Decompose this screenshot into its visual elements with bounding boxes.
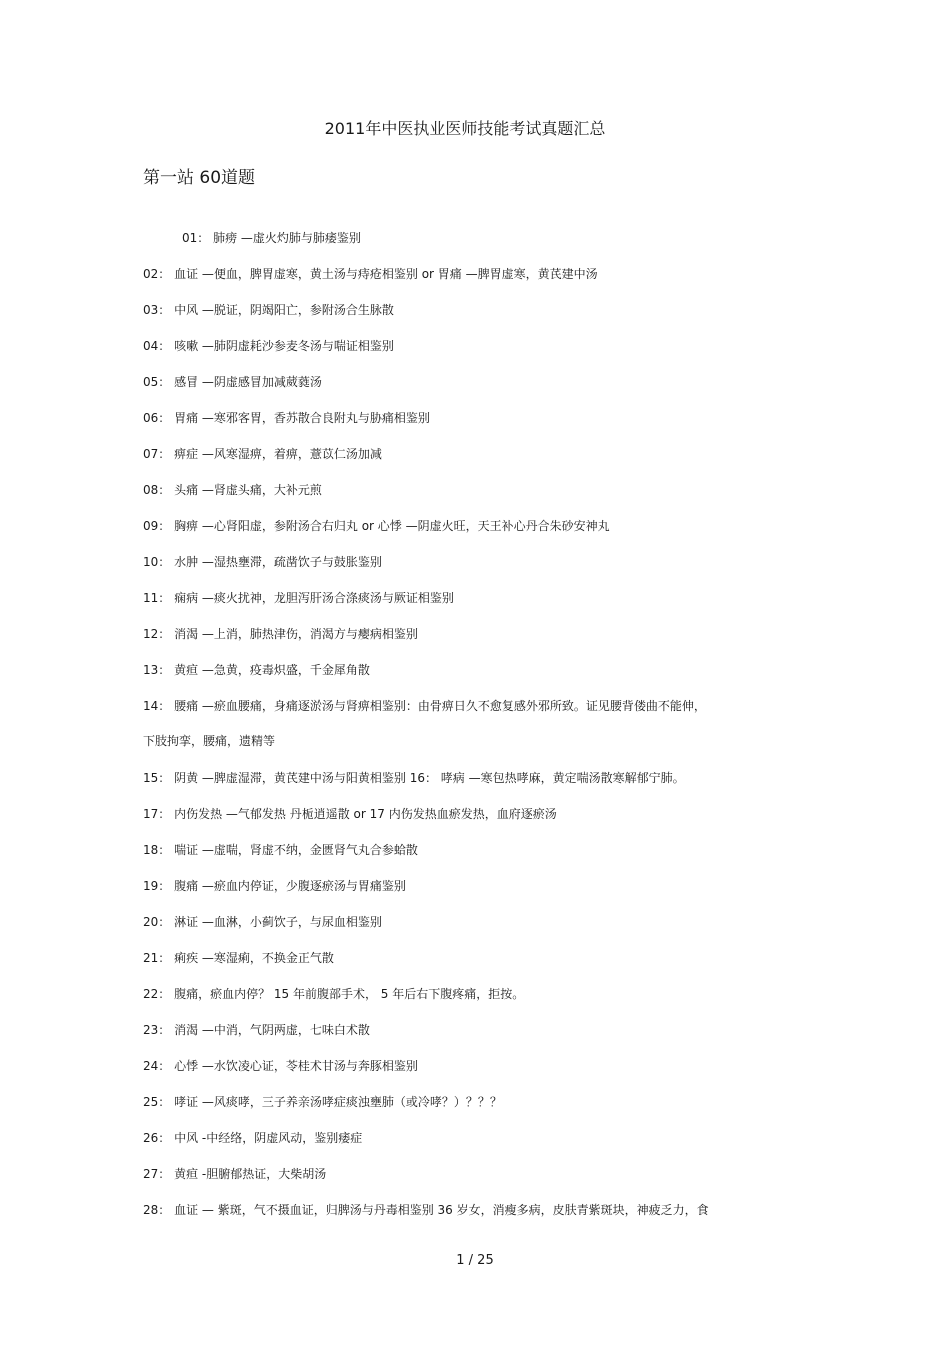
list-item-continuation: 下肢拘挛，腰痛，遗精等 <box>143 734 276 748</box>
entry-list <box>143 229 843 1237</box>
list-item: 28： 血证 — 紫斑，气不摄血证，归脾汤与丹毒相鉴别 36 岁女，消瘦多病，皮肤青紫斑块，神疲乏力，食 <box>143 1203 709 1217</box>
list-item: 15： 阴黄 —脾虚湿滞，黄芪建中汤与阳黄相鉴别 16： 哮病 —寒包热哮麻，黄定喘汤散寒解郁宁肺。 <box>143 771 685 785</box>
list-item: 20： 淋证 —血淋，小蓟饮子，与尿血相鉴别 <box>143 915 382 929</box>
list-item: 06： 胃痛 —寒邪客胃，香苏散合良附丸与胁痛相鉴别 <box>143 411 430 425</box>
list-item: 25： 哮证 —风痰哮，三子养亲汤哮症痰浊壅肺（或冷哮？）？？？ <box>143 1095 502 1109</box>
list-item: 26： 中风 -中经络，阴虚风动，鉴别痿症 <box>143 1131 363 1145</box>
list-item: 21： 痢疾 —寒湿痢，不换金正气散 <box>143 951 334 965</box>
list-item: 17： 内伤发热 —气郁发热 丹栀逍遥散 or 17 内伤发热血瘀发热，血府逐瘀汤 <box>143 807 557 821</box>
section-title: 第一站 60道题 <box>143 168 256 188</box>
list-item: 04： 咳嗽 —肺阴虚耗沙参麦冬汤与喘证相鉴别 <box>143 339 394 353</box>
list-item: 07： 痹症 —风寒湿痹，着痹，薏苡仁汤加减 <box>143 447 382 461</box>
list-item: 13： 黄疸 —急黄，疫毒炽盛，千金犀角散 <box>143 663 370 677</box>
list-item: 27： 黄疸 -胆腑郁热证，大柴胡汤 <box>143 1167 327 1181</box>
document-title: 2011年中医执业医师技能考试真题汇总 <box>324 119 606 138</box>
list-item: 01： 肺痨 —虚火灼肺与肺痿鉴别 <box>182 231 361 245</box>
list-item: 23： 消渴 —中消，气阴两虚，七味白术散 <box>143 1023 370 1037</box>
list-item: 05： 感冒 —阴虚感冒加减葳蕤汤 <box>143 375 322 389</box>
list-item: 09： 胸痹 —心肾阳虚，参附汤合右归丸 or 心悸 —阴虚火旺，天王补心丹合朱砂安神丸 <box>143 519 610 533</box>
list-item: 14： 腰痛 —瘀血腰痛，身痛逐淤汤与肾痹相鉴别：由骨痹日久不愈复感外邪所致。证见腰背偻曲不能伸， <box>143 699 706 713</box>
list-item: 03： 中风 —脱证，阴竭阳亡，参附汤合生脉散 <box>143 303 394 317</box>
page-number: 1 / 25 <box>456 1253 494 1268</box>
list-item: 11： 痫病 —痰火扰神，龙胆泻肝汤合涤痰汤与厥证相鉴别 <box>143 591 454 605</box>
list-item: 08： 头痛 —肾虚头痛，大补元煎 <box>143 483 322 497</box>
list-item: 24： 心悸 —水饮凌心证，苓桂术甘汤与奔豚相鉴别 <box>143 1059 418 1073</box>
list-item: 12： 消渴 —上消，肺热津伤，消渴方与瘿病相鉴别 <box>143 627 418 641</box>
list-item: 22： 腹痛，瘀血内停？ 15 年前腹部手术， 5 年后右下腹疼痛，拒按。 <box>143 987 525 1001</box>
list-item: 18： 喘证 —虚喘，肾虚不纳，金匮肾气丸合参蛤散 <box>143 843 418 857</box>
list-item: 10： 水肿 —湿热壅滞，疏凿饮子与鼓胀鉴别 <box>143 555 382 569</box>
list-item: 19： 腹痛 —瘀血内停证，少腹逐瘀汤与胃痛鉴别 <box>143 879 406 893</box>
list-item: 02： 血证 —便血，脾胃虚寒，黄土汤与痔疮相鉴别 or 胃痛 —脾胃虚寒，黄芪建中汤 <box>143 267 598 281</box>
